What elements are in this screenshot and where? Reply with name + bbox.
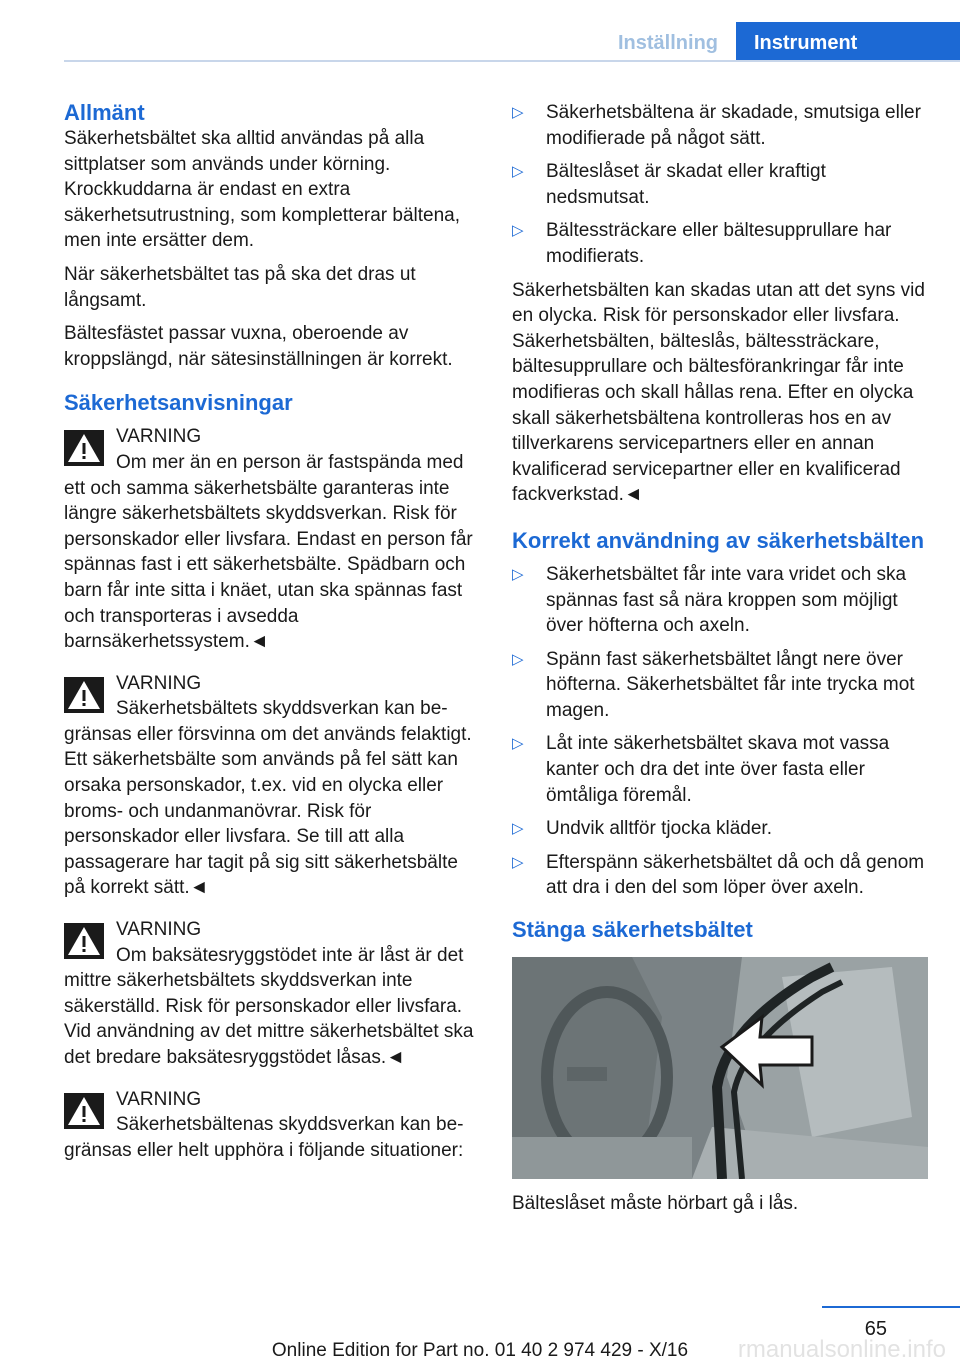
warning-title: VARNING (116, 1088, 202, 1110)
right-column (512, 100, 928, 1225)
heading-sakerhetsanvisningar: Säkerhetsanvisningar (64, 390, 293, 416)
heading-korrekt-anvandning: Korrekt användning av säkerhetsbälten (512, 527, 925, 553)
paragraph: När säkerhetsbältet tas på ska det dras ut långsamt. (64, 263, 416, 311)
triangle-bullet-icon: ▷ (512, 853, 524, 871)
paragraph: Säkerhetsbältet ska alltid användas på alla sittplatser som används under körning. Krockkuddarna är endast en extra säkerhetsutrustning, som kompletterar bältena, men inte ersätter dem. (64, 128, 461, 252)
warning-text: Säkerhetsbältenas skyddsverkan kan be- gränsas eller helt upphöra i följande situationer: (64, 1114, 464, 1161)
warning-triangle-icon (64, 1093, 104, 1129)
warning-title: VARNING (116, 919, 202, 941)
warning-title: VARNING (116, 672, 202, 694)
triangle-bullet-icon: ▷ (512, 104, 524, 121)
list-item: ▷ Bälteslåset är skadat eller kraftigt nedsmutsat. (512, 161, 826, 208)
triangle-bullet-icon: ▷ (512, 650, 524, 668)
list-correct-use (512, 562, 928, 901)
warning-block (64, 671, 482, 901)
heading-stanga-sakerhetsbaltet: Stänga säkerhetsbältet (512, 917, 753, 943)
list-item: ▷ Bältessträckare eller bältesupprullare har modifierats. (512, 220, 892, 267)
warning-text: Säkerhetsbältets skyddsverkan kan be- gränsas eller försvinna om det används felaktigt. Ett säkerhetsbälte som används på fel sätt kan orsaka personskador, t.ex. vid en olycka eller broms- och undanmanövrar. Risk för personskador eller livsfara. Se till att alla passagerare har tagit på sig sitt säkerhetsbälte på korrekt sätt.◄ (64, 698, 472, 899)
list-item: ▷ Säkerhetsbältena är skadade, smutsiga eller modifierade på något sätt. (512, 102, 921, 149)
warning-triangle-icon (64, 430, 104, 466)
warning-triangle-icon (64, 677, 104, 713)
warning-triangle-icon (64, 923, 104, 959)
figure-caption: Bälteslåset måste hörbart gå i lås. (512, 1193, 799, 1215)
list-item: ▷ Efterspänn säkerhetsbältet då och då genom att dra i den del som löper över axeln. (512, 851, 925, 899)
triangle-bullet-icon: ▷ (512, 820, 524, 838)
triangle-bullet-icon: ▷ (512, 735, 524, 753)
watermark: rmanualsonline.info (737, 1336, 946, 1363)
seatbelt-buckle-photo (512, 957, 928, 1179)
triangle-bullet-icon: ▷ (512, 163, 524, 181)
warning-title: VARNING (116, 426, 202, 448)
warning-block (64, 424, 482, 654)
footer-rule (822, 1306, 960, 1308)
warning-block (64, 1087, 482, 1164)
list-item: ▷ Låt inte säkerhetsbältet skava mot vassa kanter och dra det inte över fasta eller ömtåliga föremål. (512, 733, 890, 806)
paragraph: Säkerhetsbälten kan skadas utan att det syns vid en olycka. Risk för personskador eller livsfara. Säkerhetsbälten, bälteslås, bältessträckare, bältesupprullare och bältesförankringar får inte modifieras och skall hållas rena. Efter en olycka skall säkerhetsbältena kontrolleras hos en av tillverkarens servicepartners eller en annan kvalificerad servicepartner eller en kvalificerad fackverkstad.◄ (512, 279, 925, 506)
triangle-bullet-icon: ▷ (512, 222, 524, 240)
list-damage-conditions (512, 100, 928, 270)
tab-installning[interactable]: Inställning (618, 32, 718, 54)
paragraph: Bältesfästet passar vuxna, oberoende av kroppslängd, när sätesinställningen är korrekt. (64, 323, 453, 370)
warning-block (64, 917, 482, 1071)
triangle-bullet-icon: ▷ (512, 565, 524, 583)
header-rule (64, 60, 960, 62)
tab-instrument[interactable]: Instrument (736, 22, 960, 60)
list-item: ▷ Spänn fast säkerhetsbältet långt nere över höfterna. Säkerhetsbältet får inte trycka mot magen. (512, 648, 915, 721)
heading-allmant: Allmänt (64, 100, 145, 125)
warning-text: Om baksätesryggstödet inte är låst är det mittre säkerhetsbältets skyddsverkan inte säkerställd. Risk för personskador eller livsfara. Vid användning av det mittre säkerhetsbältet ska det bredare baksätesryggstödet låsas.◄ (64, 944, 474, 1068)
page-number: 65 (864, 1318, 887, 1340)
list-item: ▷ Undvik alltför tjocka kläder. (512, 816, 928, 842)
page-header (0, 0, 960, 62)
left-column (64, 100, 482, 1179)
list-item: ▷ Säkerhetsbältet får inte vara vridet och ska spännas fast så nära kroppen som möjligt över höfterna och axeln. (512, 563, 907, 637)
edition-note: Online Edition for Part no. 01 40 2 974 429 - X/16 (271, 1340, 689, 1361)
warning-text: Om mer än en person är fastspända med ett och samma säkerhetsbälte garanteras inte längre säkerhetsbältets skyddsverkan. Risk för personskador eller livsfara. Endast en person får spännas fast i ett säkerhetsbälte. Spädbarn och barn får inte sitta i knäet, utan ska spännas fast och transporteras i avsedda barnsäkerhetssystem.◄ (64, 451, 473, 653)
